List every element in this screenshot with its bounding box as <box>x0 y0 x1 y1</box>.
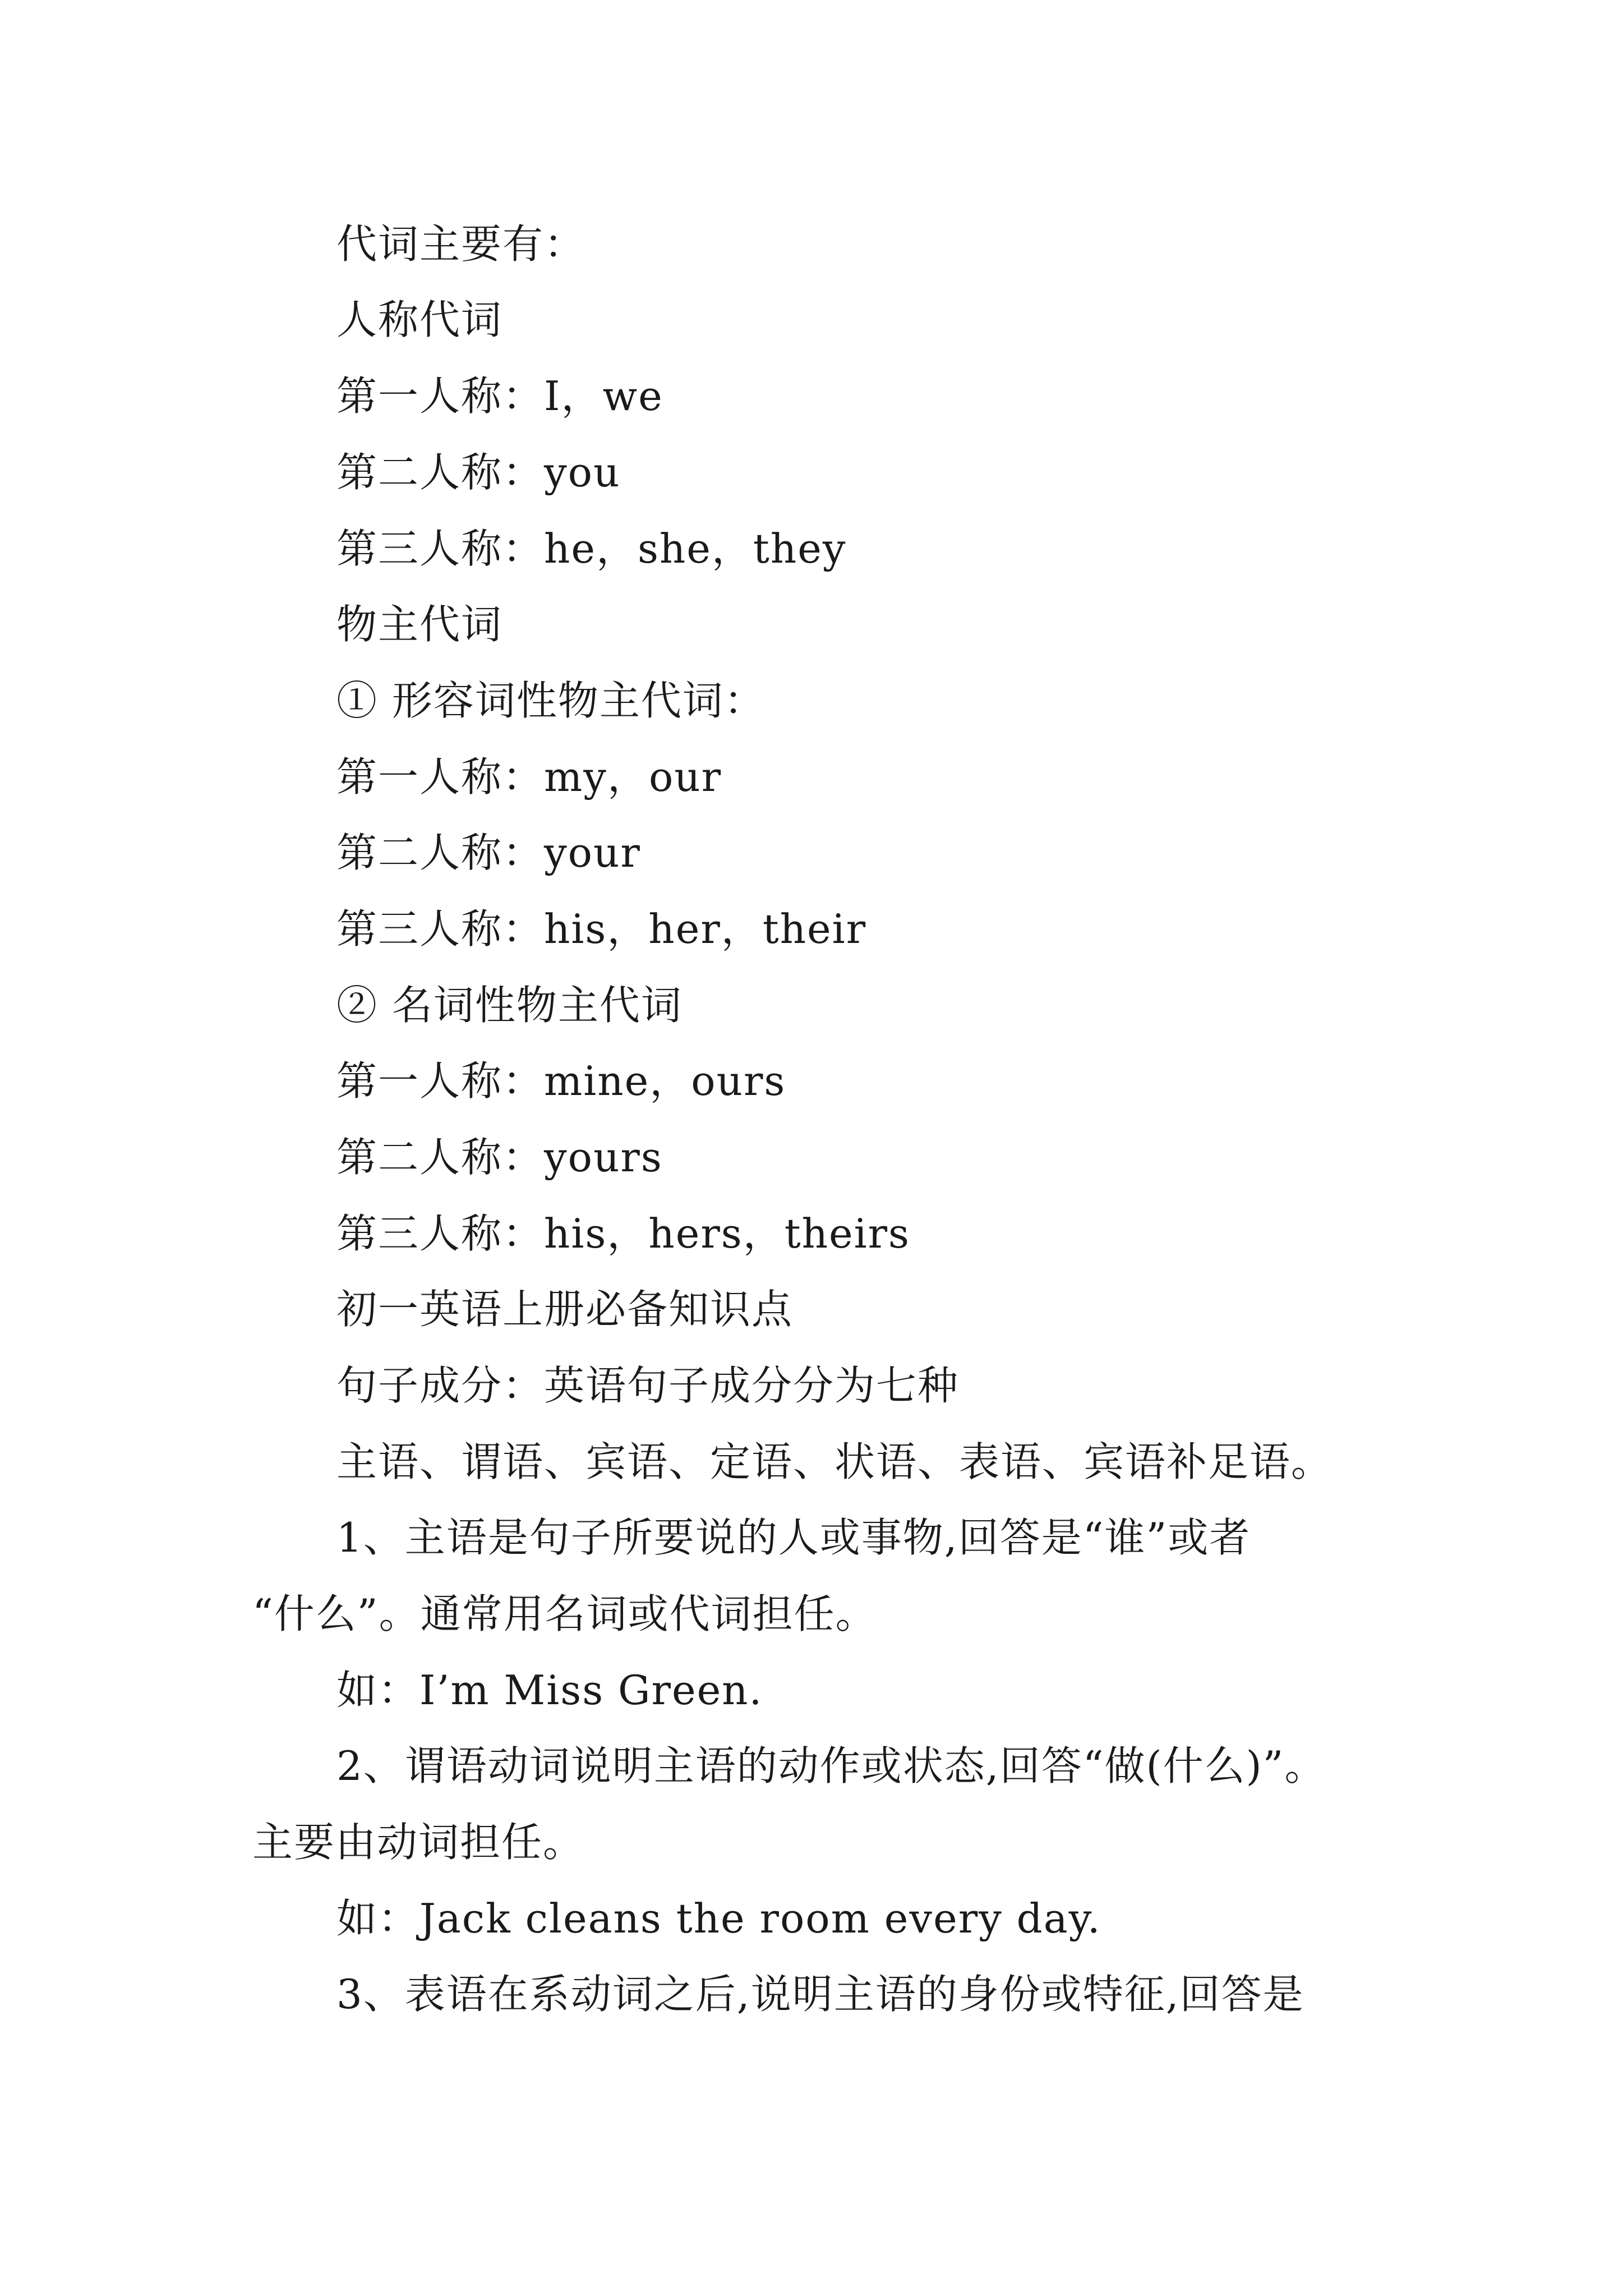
text-line: 第二人称：your <box>336 829 641 876</box>
text-line: 第三人称：his，hers，theirs <box>336 1210 911 1257</box>
text-line: 第一人称：my，our <box>336 753 722 800</box>
text-line: ② 名词性物主代词 <box>336 982 683 1029</box>
text-line: 第一人称：I，we <box>336 372 663 420</box>
text-line: 代词主要有： <box>336 220 586 268</box>
text-line: 第二人称：yours <box>336 1134 663 1181</box>
text-line: 1、主语是句子所要说的人或事物,回答是“谁”或者 <box>336 1514 1251 1561</box>
text-line: 第一人称：mine，ours <box>336 1057 786 1105</box>
text-line: “什么”。通常用名词或代词担任。 <box>252 1590 877 1637</box>
text-line: 3、表语在系动词之后,说明主语的身份或特征,回答是 <box>336 1971 1304 2018</box>
text-line: 句子成分：英语句子成分分为七种 <box>336 1362 960 1409</box>
text-line: 主要由动词担任。 <box>252 1819 585 1866</box>
text-line: 物主代词 <box>336 601 503 648</box>
text-line: 如：Jack cleans the room every day. <box>336 1895 1101 1942</box>
text-line: 如：I’m Miss Green. <box>336 1667 763 1714</box>
text-line: 2、谓语动词说明主语的动作或状态,回答“做(什么)”。 <box>336 1742 1326 1789</box>
text-line: 第三人称：his，her，their <box>336 905 867 953</box>
text-line: 主语、谓语、宾语、定语、状语、表语、宾语补足语。 <box>336 1438 1333 1485</box>
text-line: 第三人称：he，she，they <box>336 525 847 572</box>
text-line: 第二人称：you <box>336 449 621 496</box>
text-line: 人称代词 <box>336 296 503 343</box>
text-line: ① 形容词性物主代词： <box>336 677 766 724</box>
text-line: 初一英语上册必备知识点 <box>336 1286 794 1333</box>
